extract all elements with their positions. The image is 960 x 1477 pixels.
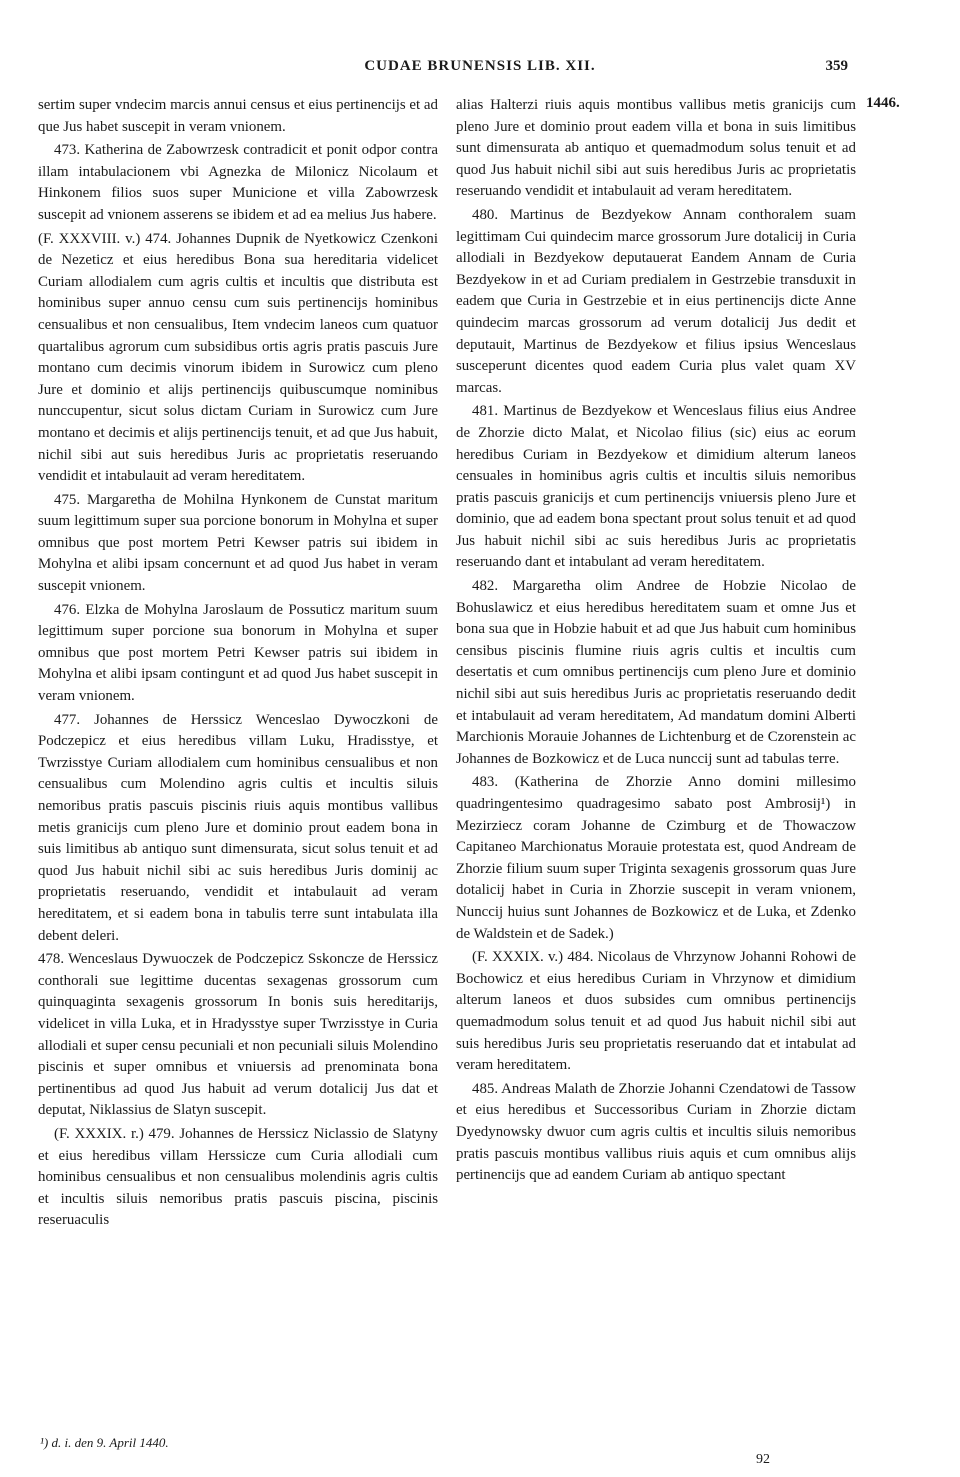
page-number: 359 bbox=[825, 58, 848, 74]
paragraph-entry-483: 483. (Katherina de Zhorzie Anno domini millesimo quadringentesimo quadragesimo sabato post Ambrosij¹) in Mezirziecz coram Johanne de Czimburg et de Thowaczow Capitaneo Marchionatus Morauie protestata est, quod Andream de Zhorzie filium suum super Triginta sexagenis grossorum quas Jure dotalicij habet in Curia in Zhorzie suscepit in veram vnionem, Nunccij huius sunt Johannes de Bozkowicz et de Luka, et Zdenko de Waldstein et de Sadek.) bbox=[456, 774, 856, 942]
page-header bbox=[0, 58, 960, 84]
running-title: CUDAE BRUNENSIS LIB. XII. bbox=[364, 58, 596, 74]
paragraph-entry-484: (F. XXXIX. v.) 484. Nicolaus de Vhrzynow Johanni Rohowi de Bochowicz et eius heredibus Curiam in Vhrzynow et dimidium alterum laneos et duos subsides cum omnibus pertinencijs quemadmodum solus tenuit et ad quod Jus habuit nichil sibi aut suis heredibus Juris seu proprietatis reseruando dat et intabulat ad veram hereditatem. bbox=[456, 949, 856, 1074]
paragraph-continuation: sertim super vndecim marcis annui census et eius pertinencijs et ad que Jus habet suscepit in veram vnionem. bbox=[38, 97, 438, 135]
left-column bbox=[38, 95, 438, 1232]
paragraph-entry-482: 482. Margaretha olim Andree de Hobzie Nicolao de Bohuslawicz et eius heredibus hereditatem suam et omne Jus et bona sua que in Hobzie habuit et ad que Jus habuit cum hominibus censibus piscinis flumine riuis agris cultis et incultis cum desertatis et cum omnibus pertinencijs cum pleno Jure et dominio nichil sibi aut suis heredibus Juris ac proprietatis reseruando dedit et intabulauit ad veram hereditatem, Ad mandatum domini Alberti Marchionis Morauie Johannes de Lichtenburg et de Czorenstein ac Johannes de Bozkowicz et de Luca nunccij sunt ad tabulas terre. bbox=[456, 578, 856, 767]
paragraph-entry-477: 477. Johannes de Herssicz Wenceslao Dywoczkoni de Podczepicz et eius heredibus villam Luku, Hradisstye, et Twrzisstye Curiam allodialem cum hominibus censualibus et non censualibus cum Molendino agris cultis et incultis siluis nemoribus pratis pascuis piscinis riuis aquis montibus vallibus metis granicijs cum pleno Jure et dominio prout eadem bona in suis limitibus ab antiquo sunt dimensurata, sicut solus tenuit et ad quod Jus habuit nichil sibi ac suis heredibus Juris dominij ac proprietatis reseruando, vendidit et intabulauit ad veram hereditatem, et si eadem bona in tabulis terre sunt intabulata illa debent deleri. bbox=[38, 711, 438, 944]
margin-year-note: 1446. bbox=[866, 95, 900, 111]
paragraph-entry-478: 478. Wenceslaus Dywuoczek de Podczepicz Sskoncze de Herssicz conthorali sue legittime ducentas sexagenas grossorum cum quinquaginta sexagenis grossorum In bonis suis hereditarijs, videlicet in villa Luka, et in Hradysstye super Twrzisstye in Curia allodiali et super censu pecuniali et non pecuniali siluis Molendino piscinis et super omnibus et vniuersis ad prenominata bona pertinentibus ad quod Jus habuit ad verum dotalicij Jus dat et deputat, Niklassius de Slatyn suscepit. bbox=[38, 951, 438, 1119]
paragraph-entry-476: 476. Elzka de Mohylna Jaroslaum de Possuticz maritum suum legittimum super porcione sua bonorum in Mohylna et super omnibus que post mortem Petri Kewser patris sui ibidem in Mohylna et alibi ipsam contingunt et ad quod Jus habet suscepit in veram vnionem. bbox=[38, 601, 438, 705]
paragraph-entry-475: 475. Margaretha de Mohilna Hynkonem de Cunstat maritum suum legittimum super sua porcione bonorum in Mohylna et super omnibus que post mortem Petri Kewser patris sui ibidem in Mohylna et alibi ipsam concernunt et ad quod Jus habet in veram suscepit vnionem. bbox=[38, 491, 438, 595]
paragraph-entry-474: (F. XXXVIII. v.) 474. Johannes Dupnik de Nyetkowicz Czenkoni de Nezeticz et eius heredibus Bona sua hereditaria videlicet Curiam allodialem cum agris cultis et incultis que distributa est hominibus super annuo censu cum suis pertinencijs hominibus censualibus et non censualibus, Item vndecim laneos cum quatuor quartalibus agrorum cum subsidibus ortis agris pratis pascuis Jure montano cum decimis vinorum ibidem in Surowicz cum pleno Jure et dominio et alijs pertinencijs quibuscumque nominibus nunccupentur, sicut solus dictam Curiam in Surowicz cum Jure montano et decimis et alijs pertinencijs tenuit, et ad que Jus habuit, nichil sibi aut suis heredibus Juris ac proprietatis reseruando vendidit et intabulauit ad veram hereditatem. bbox=[38, 230, 438, 485]
right-column bbox=[456, 95, 856, 1187]
signature-mark: 92 bbox=[756, 1452, 770, 1467]
paragraph-entry-485: 485. Andreas Malath de Zhorzie Johanni Czendatowi de Tassow et eius heredibus et Successoribus Curiam in Zhorzie dictam Dyedynowsky dwuor cum agris cultis et incultis siluis nemoribus pratis pascuis montibus vallibus riuis aquis et cum omnibus alijs pertinencijs que ad eandem Curiam ab antiquo spectant bbox=[456, 1080, 856, 1184]
paragraph-entry-473: 473. Katherina de Zabowrzesk contradicit et ponit odpor contra illam intabulacionem vbi Agnezka de Milonicz Nicolaum et Hinkonem filios suos super Municione et villa Zabowrzesk suscepit ad vnionem asserens se ibidem et ad ea melius Jus habere. bbox=[38, 142, 438, 223]
paragraph-entry-480: 480. Martinus de Bezdyekow Annam conthoralem suam legittimam Cui quindecim marce grossorum Jure dotalicij in Curia allodiali in Bezdyekow deputauerat Eandem Annam de Curia Bezdyekow in et ad Curiam predialem in Gestrzebie transduxit in eadem que Curia in Gestrzebie et in eius pertinencijs dicte Anne quindecim marcas grossorum ad verum dotalicij Jus dedit et deputauit, Martinus de Bezdyekow et filius ipsius Wenceslaus susceperunt dicentes quod eadem Curia plus valet quam XV marcas. bbox=[456, 206, 856, 396]
paragraph-entry-481: 481. Martinus de Bezdyekow et Wenceslaus filius eius Andree de Zhorzie dicto Malat, et Nicolao filius (sic) eius ac eorum heredibus Curiam in Bezdyekow et dimidium alterum laneos censuales in hominibus agris cultis et incultis siluis nemoribus pratis pascuis granicijs et cum pertinencijs vniuersis pleno Jure et dominio, que ad eadem bona spectant prout solus tenuit et ad quod Jus habuit nichil sibi ac suis heredibus Juris ac proprietatis reseruando dant et intabulant ad veram hereditatem. bbox=[456, 403, 856, 571]
footnote: ¹) d. i. den 9. April 1440. bbox=[40, 1435, 169, 1450]
paragraph-entry-479: (F. XXXIX. r.) 479. Johannes de Herssicz Niclassio de Slatyny et eius heredibus villam Herssicze cum Curia allodiali cum hominibus censualibus et non censualibus molendinis agris cultis et incultis siluis nemoribus pratis pascuis piscina, piscinis reseruaculis bbox=[38, 1125, 438, 1229]
paragraph-continuation: alias Halterzi riuis aquis montibus vallibus metis granicijs cum pleno Jure et dominio prout eadem villa et bona in suis limitibus sunt dimensurata ab antiquo et quemadmodum solus tenuit et ad quod Jus habuit nichil sibi aut suis heredibus Juris ac proprietatis reseruando vendidit et intabulauit ad veram hereditatem. bbox=[456, 97, 856, 200]
